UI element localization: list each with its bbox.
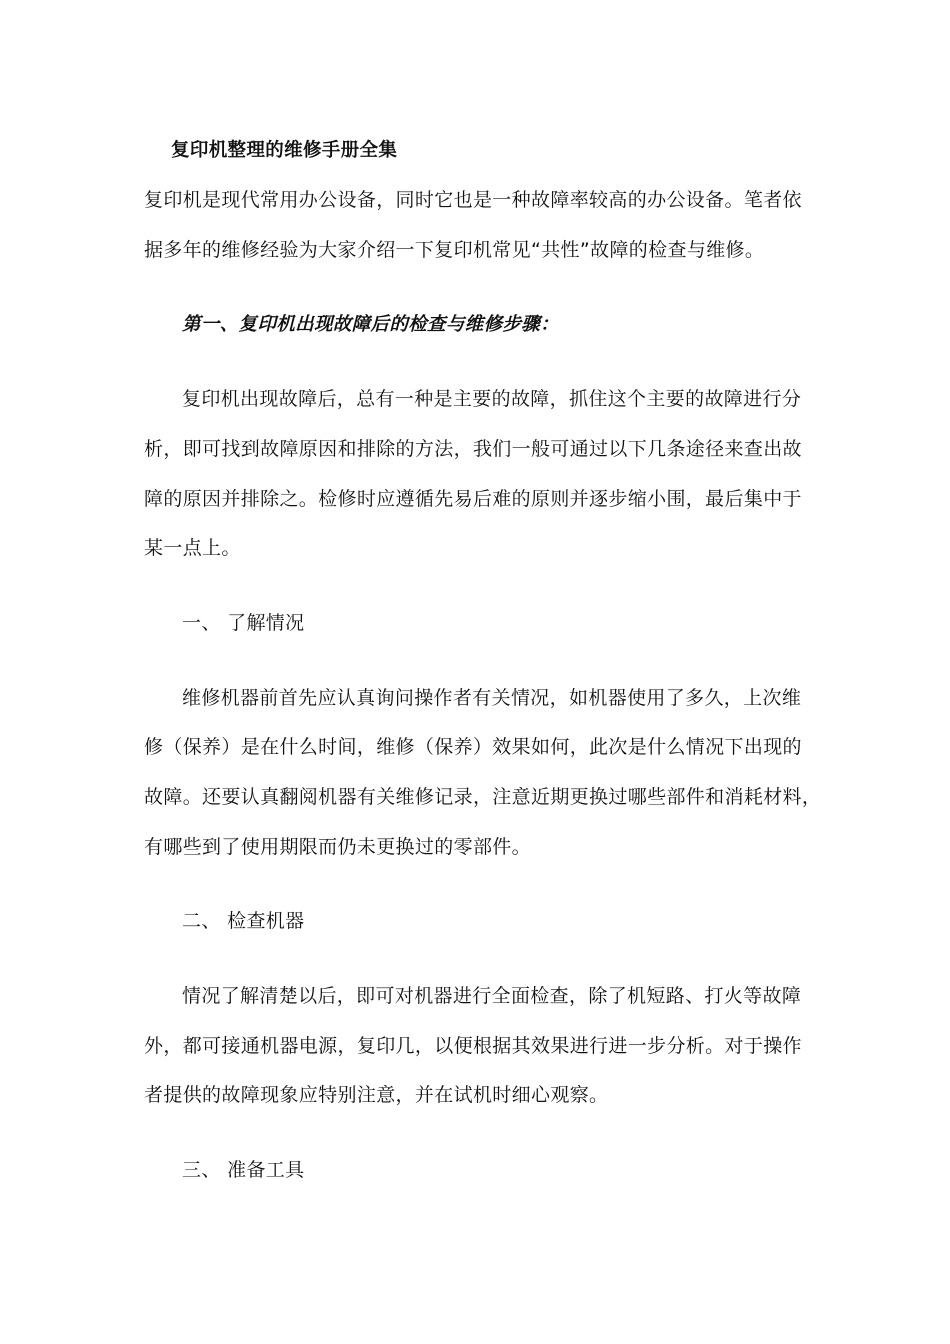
intro-line: 据多年的维修经验为大家介绍一下复印机常见“共性”故障的检查与维修。 [144,239,765,261]
step1-paragraph-line: 故障。还要认真翻阅机器有关维修记录，注意近期更换过哪些部件和消耗材料， [144,786,822,808]
step2-heading: 二、 检查机器 [182,910,305,932]
intro-line: 复印机是现代常用办公设备，同时它也是一种故障率较高的办公设备。笔者依 [144,189,802,211]
step2-paragraph-line: 外，都可接通机器电源，复印几，以便根据其效果进行进一步分析。对于操作 [144,1035,802,1057]
step2-paragraph-line: 情况了解清楚以后，即可对机器进行全面检查，除了机短路、打火等故障 [182,985,802,1007]
section-paragraph-line: 复印机出现故障后，总有一种是主要的故障，抓住这个主要的故障进行分 [182,388,802,410]
step1-paragraph-line: 修（保养）是在什么时间，维修（保养）效果如何，此次是什么情况下出现的 [144,736,802,758]
step3-heading: 三、 准备工具 [182,1159,305,1181]
section-paragraph-line: 某一点上。 [144,537,241,559]
step1-paragraph-line: 有哪些到了使用期限而仍未更换过的零部件。 [144,836,532,858]
document-title: 复印机整理的维修手册全集 [171,140,398,161]
step2-paragraph-line: 者提供的故障现象应特别注意，并在试机时细心观察。 [144,1084,609,1106]
section-heading: 第一、复印机出现故障后的检查与维修步骤： [182,314,560,335]
step1-heading: 一、 了解情况 [182,612,305,634]
section-paragraph-line: 障的原因并排除之。检修时应遵循先易后难的原则并逐步缩小围，最后集中于 [144,488,802,510]
section-paragraph-line: 析，即可找到故障原因和排除的方法，我们一般可通过以下几条途径来查出故 [144,438,802,460]
step1-paragraph-line: 维修机器前首先应认真询问操作者有关情况，如机器使用了多久，上次维 [182,687,802,709]
